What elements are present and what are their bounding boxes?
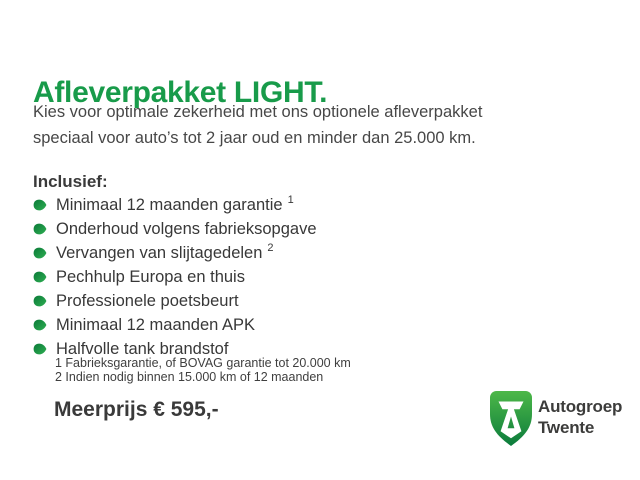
intro-paragraph	[33, 99, 482, 151]
footnote-ref-1: 1	[287, 194, 294, 206]
feature-item-slijtagedelen	[33, 241, 322, 265]
leaf-bullet-icon	[33, 295, 47, 307]
leaf-bullet-icon	[33, 343, 47, 355]
leaf-bullet-icon	[33, 271, 47, 283]
footnotes	[55, 356, 351, 384]
logo-line-2: Twente	[538, 418, 595, 437]
leaf-bullet-icon	[33, 247, 47, 259]
intro-line-2: speciaal voor auto’s tot 2 jaar oud en minder dan 25.000 km.	[33, 129, 476, 147]
feature-item-garantie	[33, 193, 322, 217]
feature-label: Minimaal 12 maanden APK	[56, 315, 256, 334]
autogroep-twente-logo	[489, 390, 622, 447]
leaf-bullet-icon	[33, 319, 47, 331]
feature-label: Vervangen van slijtagedelen	[56, 243, 263, 262]
footnote-2: 2 Indien nodig binnen 15.000 km of 12 maanden	[55, 370, 324, 384]
feature-label: Halfvolle tank brandstof	[56, 339, 229, 358]
autogroep-shield-icon	[489, 390, 533, 447]
intro-line-1: Kies voor optimale zekerheid met ons optionele afleverpakket	[33, 103, 483, 121]
feature-list	[33, 193, 322, 361]
feature-label: Onderhoud volgens fabrieksopgave	[56, 219, 317, 238]
logo-wordmark	[538, 396, 622, 438]
footnote-ref-2: 2	[267, 242, 274, 254]
feature-item-onderhoud	[33, 217, 322, 241]
feature-label: Minimaal 12 maanden garantie	[56, 195, 283, 214]
leaf-bullet-icon	[33, 223, 47, 235]
feature-label: Professionele poetsbeurt	[56, 291, 239, 310]
feature-item-pechhulp	[33, 265, 322, 289]
feature-label: Pechhulp Europa en thuis	[56, 267, 245, 286]
page-title: Afleverpakket LIGHT.	[33, 76, 328, 110]
feature-item-apk	[33, 313, 322, 337]
price-label: Meerprijs € 595,-	[54, 398, 219, 421]
leaf-bullet-icon	[33, 199, 47, 211]
list-heading: Inclusief:	[33, 172, 108, 191]
logo-line-1: Autogroep	[538, 397, 623, 416]
footnote-1: 1 Fabrieksgarantie, of BOVAG garantie tot 20.000 km	[55, 356, 351, 370]
feature-item-poetsbeurt	[33, 289, 322, 313]
